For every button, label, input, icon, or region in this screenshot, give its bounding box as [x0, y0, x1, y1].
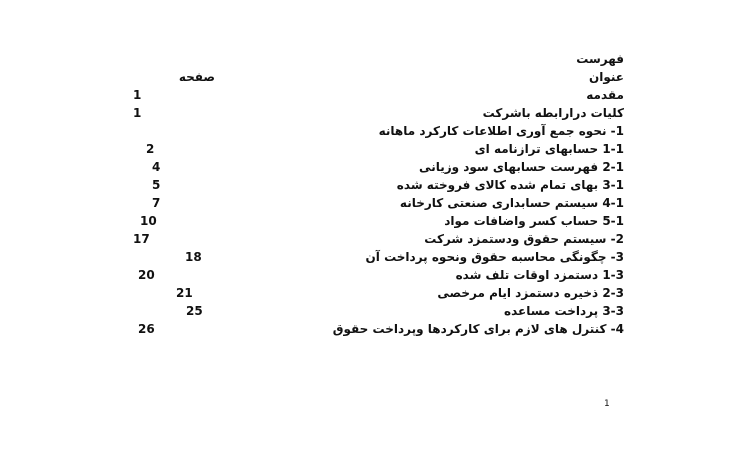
toc-entry-title: کلیات درارابطه باشرکت: [482, 106, 624, 120]
toc-entry-page: 1: [133, 88, 142, 102]
toc-entry-title: مقدمه: [586, 88, 624, 102]
toc-entry-page: 20: [138, 268, 155, 282]
toc-entry-title: 3-1 بهای تمام شده کالای فروخته شده: [396, 178, 624, 192]
toc-entry-title: 1- نحوه جمع آوری اطلاعات کارکرد ماهانه: [378, 124, 624, 138]
toc-entry-title: 4-1 سیستم حسابداری صنعتی کارخانه: [399, 196, 624, 210]
toc-entry-title: 3- چگونگی محاسبه حقوق ونحوه پرداخت آن: [365, 250, 624, 264]
toc-entry-title: 1-3 دستمزد اوقات تلف شده: [455, 268, 624, 282]
toc-entry-title: 5-1 حساب کسر واضافات مواد: [444, 214, 624, 228]
toc-entry-title: 3-3 پرداخت مساعده: [504, 304, 624, 318]
toc-entry-page: 25: [186, 304, 203, 318]
toc-entry-page: 1: [133, 106, 142, 120]
toc-heading: فهرست: [576, 52, 624, 66]
toc-entry-page: 5: [152, 178, 161, 192]
toc-entry-page: 18: [185, 250, 202, 264]
toc-entry-title: 1-1 حسابهای ترازنامه ای: [474, 142, 624, 156]
toc-entry-page: 2: [146, 142, 155, 156]
toc-entry-title: 2- سیستم حقوق ودستمزد شرکت: [424, 232, 624, 246]
column-page-header: صفحه: [178, 70, 215, 84]
toc-entry-page: 21: [176, 286, 193, 300]
toc-entry-title: 2-1 فهرست حسابهای سود وزیانی: [419, 160, 624, 174]
toc-entry-page: 10: [140, 214, 157, 228]
toc-entry-page: 17: [133, 232, 150, 246]
column-title-header: عنوان: [589, 70, 624, 84]
toc-entry-page: 4: [152, 160, 161, 174]
page-number: 1: [604, 399, 610, 409]
toc-entry-page: 7: [152, 196, 161, 210]
toc-entry-title: 2-3 ذخیره دستمزد ایام مرخصی: [437, 286, 624, 300]
toc-entry-title: 4- کنترل های لازم برای کارکردها وپرداخت حقوق: [332, 322, 624, 336]
toc-entry-page: 26: [138, 322, 155, 336]
